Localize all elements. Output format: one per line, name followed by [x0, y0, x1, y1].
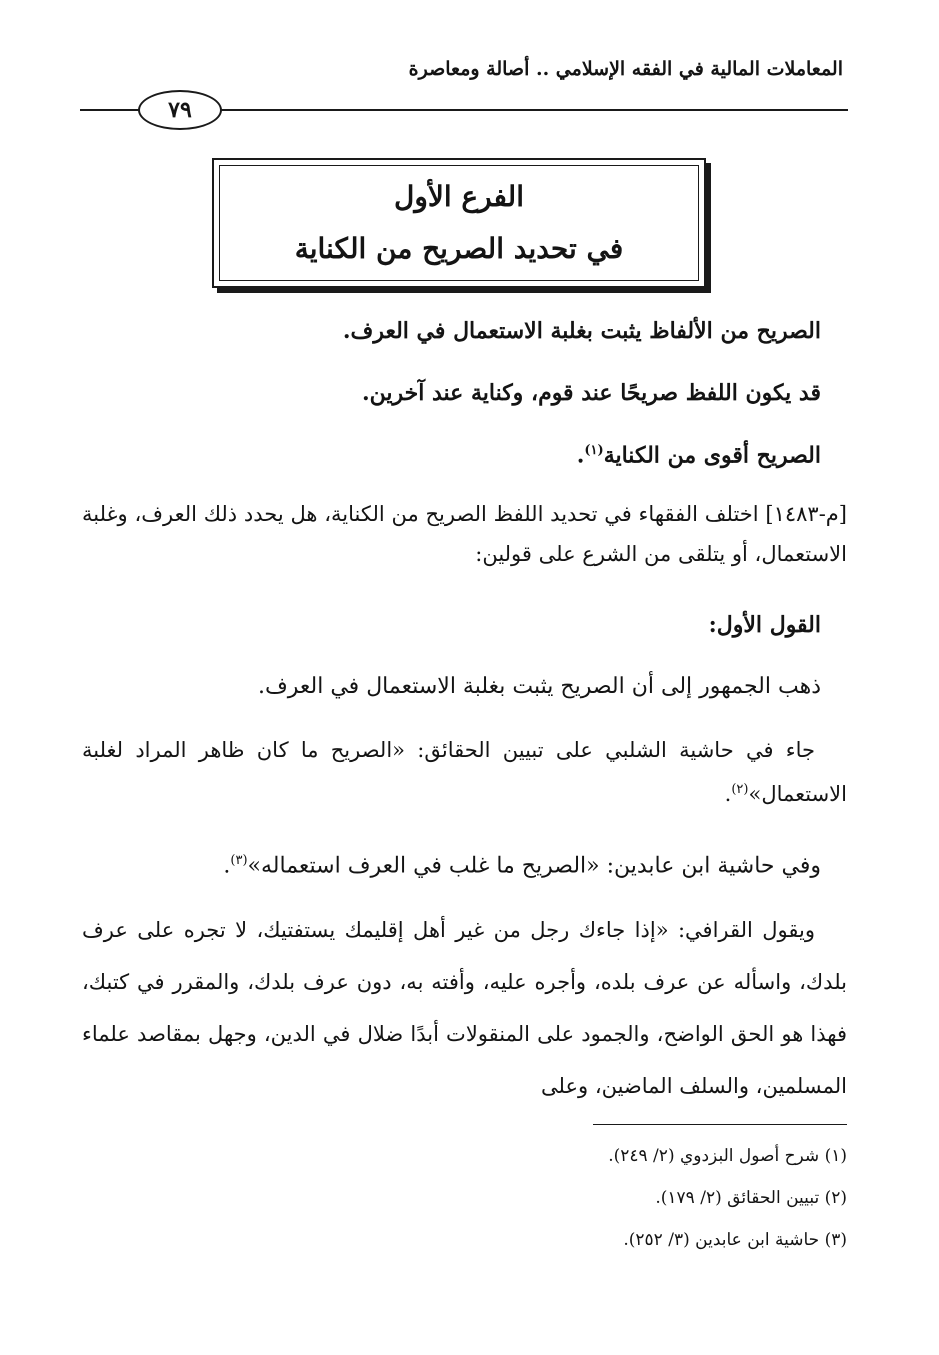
section-title-line-1: الفرع الأول — [394, 180, 524, 213]
qarafi-quote: ويقول القرافي: «إذا جاءك رجل من غير أهل إقليمك يستفتيك، لا تجره على عرف بلدك، واسأله عن عرف بلده، وأجره عليه، وأفته به، دون عرف بلدك، والمقرر في كتبك، فهذا هو الحق الواضح، والجمود على المنقولات أبدًا ضلال في الدين، وجهل بمقاصد علماء المسلمين، والسلف الماضين، وعلى — [82, 918, 847, 1098]
statement-3-text: الصريح أقوى من الكناية — [603, 442, 821, 469]
shalabi-quote: جاء في حاشية الشلبي على تبيين الحقائق: «الصريح ما كان ظاهر المراد لغلبة الاستعمال»$^{(٢)}$. — [82, 738, 847, 806]
first-opinion-heading: القول الأول: — [708, 612, 821, 638]
ibn-abidin-quote-text: وفي حاشية ابن عابدين: «الصريح ما غلب في العرف استعماله» — [247, 853, 821, 879]
section-title-frame — [219, 165, 699, 281]
first-opinion-text: ذهب الجمهور إلى أن الصريح يثبت بغلبة الاستعمال في العرف. — [257, 674, 821, 699]
page-number-badge — [138, 90, 222, 130]
statement-1: الصريح من الألفاظ يثبت بغلبة الاستعمال في العرف. — [342, 318, 821, 344]
section-title-box — [212, 158, 706, 288]
statement-3: الصريح أقوى من الكناية$^{(١)}$. — [576, 442, 821, 469]
section-title-line-2: في تحديد الصريح من الكناية — [294, 232, 624, 265]
footnote-3: (٣) حاشية ابن عابدين (٣/ ٢٥٢). — [623, 1230, 847, 1250]
footnote-ref-2: (٢) — [731, 782, 749, 797]
footnote-ref-1: (١) — [584, 443, 604, 458]
footnote-2: (٢) تبيين الحقائق (٢/ ١٧٩). — [655, 1188, 847, 1208]
ibn-abidin-quote: وفي حاشية ابن عابدين: «الصريح ما غلب في العرف استعماله»$^{(٣)}$. — [223, 853, 821, 879]
footnote-1: (١) شرح أصول البزدوي (٢/ ٢٤٩). — [608, 1146, 847, 1166]
statement-2: قد يكون اللفظ صريحًا عند قوم، وكناية عند آخرين. — [361, 380, 821, 406]
footnote-ref-3: (٣) — [230, 853, 248, 868]
page-number: ٧٩ — [168, 97, 192, 123]
running-title: المعاملات المالية في الفقه الإسلامي .. أصالة ومعاصرة — [408, 58, 843, 80]
issue-paragraph: [م-١٤٨٣] اختلف الفقهاء في تحديد اللفظ الصريح من الكناية، هل يحدد ذلك العرف، وغلبة الاستعمال، أو يتلقى من الشرع على قولين: — [82, 502, 847, 566]
footnote-rule — [593, 1124, 847, 1125]
shalabi-quote-text: جاء في حاشية الشلبي على تبيين الحقائق: «الصريح ما كان ظاهر المراد لغلبة الاستعمال» — [82, 738, 847, 806]
